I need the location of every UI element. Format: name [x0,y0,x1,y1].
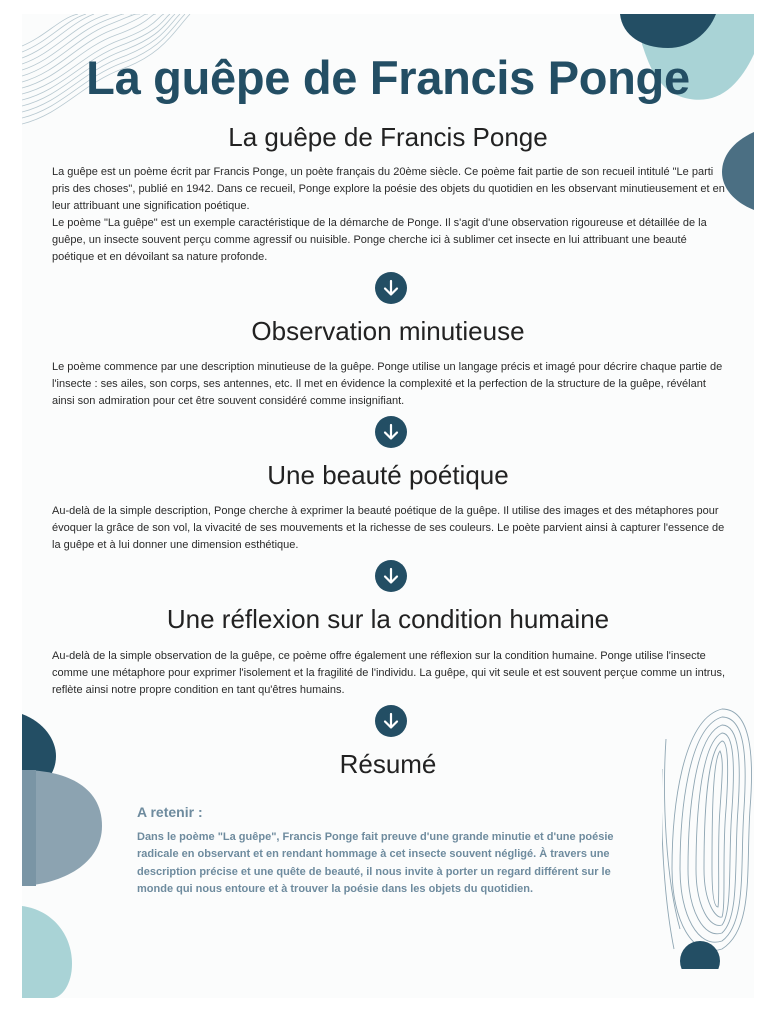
section-paragraph: Au-delà de la simple observation de la guêpe, ce poème offre également une réflexion sur la condition humaine. Ponge utilise l'insecte comme une métaphore pour exprimer l'isolement et la fragilité de l'individu. La guêpe, qui vit seule et est souvent perçue comme un intrus, reflète ainsi notre propre condition en tant qu'êtres humains. [52,650,726,696]
section-paragraph: La guêpe est un poème écrit par Francis Ponge, un poète français du 20ème siècle. Ce poème fait partie de son recueil intitulé "Le parti pris des choses", publié en 1942. Dans ce recueil, Ponge explore la poésie des objets du quotidien en les observant minutieusement et en leur attribuant une signification poétique. [52,166,725,212]
page-title: La guêpe de Francis Ponge [86,51,690,104]
summary-heading: A retenir : [137,804,203,820]
section-title-intro: La guêpe de Francis Ponge [228,122,548,152]
section-title-beaute: Une beauté poétique [267,460,509,490]
summary-text: Dans le poème "La guêpe", Francis Ponge fait preuve d'une grande minutie et d'une poésie radicale en observant et en rendant hommage à cet insecte souvent négligé. À travers une description précise et une quête de beauté, il nous invite à porter un regard différent sur le monde qui nous entoure et à trouver la poésie dans les objets du quotidien. [137,831,614,896]
section-paragraph: Au-delà de la simple description, Ponge cherche à exprimer la beauté poétique de la guêpe. Il utilise des images et des métaphores pour évoquer la grâce de son vol, la vivacité de ses mouvements et la richesse de ses couleurs. Le poète parvient ainsi à capturer l'essence de la guêpe et à lui donner une dimension esthétique. [52,505,725,551]
document-page [22,14,754,998]
section-paragraph: Le poème commence par une description minutieuse de la guêpe. Ponge utilise un langage précis et imagé pour décrire chaque partie de l'insecte : ses ailes, son corps, ses antennes, etc. Il met en évidence la complexité et la perfection de la structure de la guêpe, révélant ainsi son admiration pour cet être souvent considéré comme insignifiant. [52,361,723,407]
arrow-down-circle-icon [375,705,407,737]
contour-lines-bottom-right-decoration [662,699,754,969]
section-paragraph: Le poème "La guêpe" est un exemple caractéristique de la démarche de Ponge. Il s'agit d'une observation rigoureuse et détaillée de la guêpe, un insecte souvent perçu comme agressif ou nuisible. Ponge cherche ici à sublimer cet insecte en lui attribuant une beauté poétique et en dévoilant sa nature profonde. [52,217,707,263]
section-title-observation: Observation minutieuse [251,316,525,346]
section-title-resume: Résumé [339,749,437,779]
arrow-down-circle-icon [375,272,407,304]
arrow-down-circle-icon [375,560,407,592]
section-title-reflexion: Une réflexion sur la condition humaine [166,604,610,634]
arrow-down-circle-icon [375,416,407,448]
